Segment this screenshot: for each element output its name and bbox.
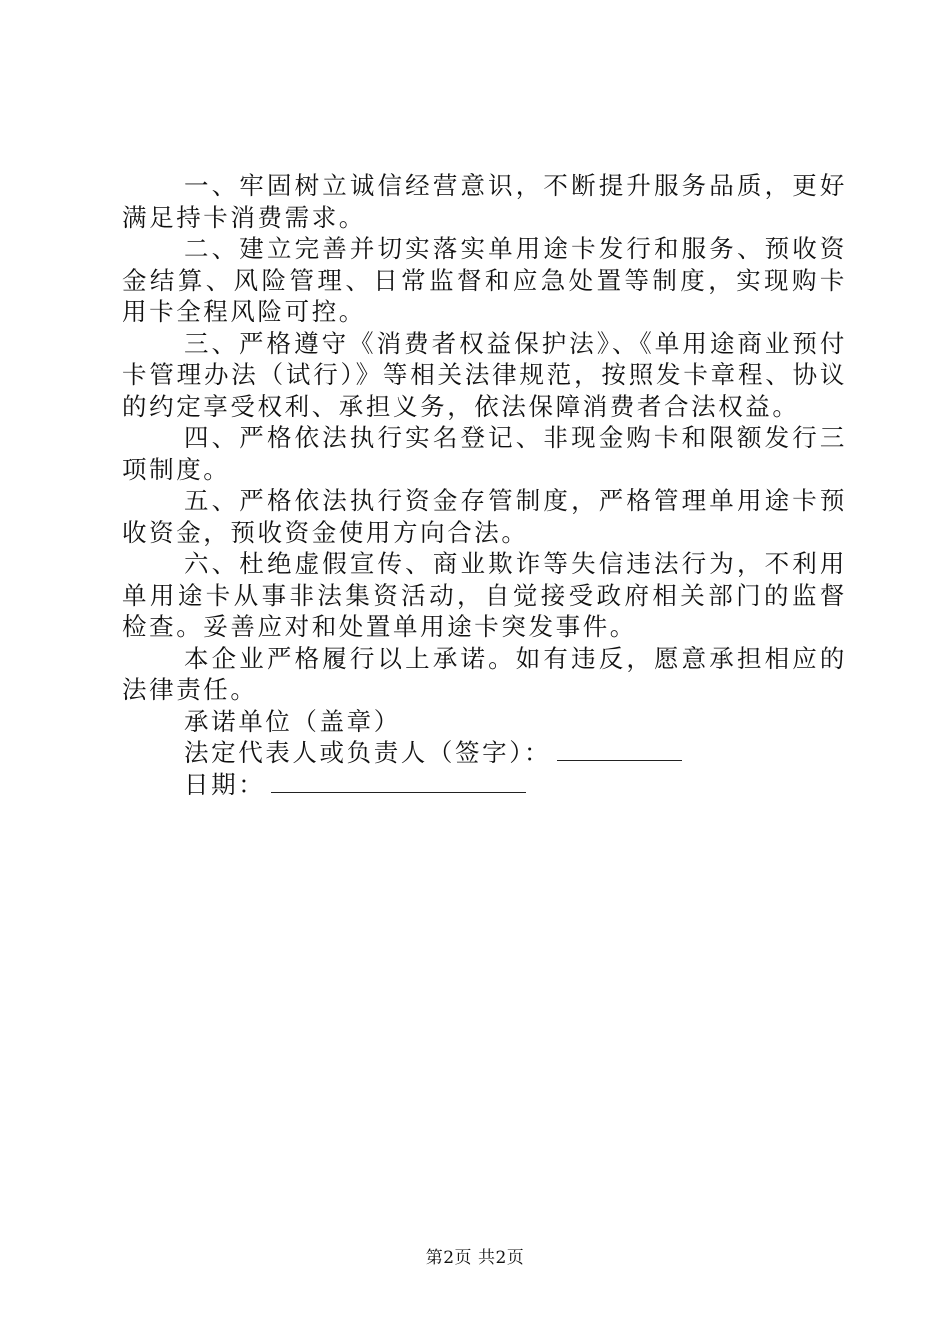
representative-signature-blank[interactable] — [557, 738, 682, 761]
document-body — [122, 170, 847, 800]
page-number-footer: 第2页 共2页 — [425, 1248, 525, 1268]
commitment-paragraph-5: 五、严格依法执行资金存管制度，严格管理单用途卡预收资金，预收资金使用方向合法。 — [122, 486, 847, 547]
commitment-paragraph-1: 一、牢固树立诚信经营意识，不断提升服务品质，更好满足持卡消费需求。 — [122, 171, 847, 232]
closing-statement: 本企业严格履行以上承诺。如有违反，愿意承担相应的法律责任。 — [122, 643, 847, 704]
commitment-paragraph-3: 三、严格遵守《消费者权益保护法》、《单用途商业预付卡管理办法（试行）》等相关法律规范，按照发卡章程、协议的约定享受权利、承担义务，依法保障消费者合法权益。 — [122, 328, 847, 421]
commitment-paragraph-2: 二、建立完善并切实落实单用途卡发行和服务、预收资金结算、风险管理、日常监督和应急处置等制度，实现购卡用卡全程风险可控。 — [122, 234, 847, 326]
representative-line — [122, 737, 847, 769]
date-label: 日期： — [184, 769, 266, 799]
signature-unit-label: 承诺单位（盖章） — [184, 706, 401, 736]
signature-unit-line — [122, 706, 847, 738]
commitment-paragraph-6: 六、杜绝虚假宣传、商业欺诈等失信违法行为，不利用单用途卡从事非法集资活动，自觉接受政府相关部门的监督检查。妥善应对和处置单用途卡突发事件。 — [122, 549, 847, 641]
date-line — [122, 769, 847, 801]
commitment-paragraph-4: 四、严格依法执行实名登记、非现金购卡和限额发行三项制度。 — [122, 423, 847, 484]
date-blank[interactable] — [271, 770, 526, 793]
representative-label: 法定代表人或负责人（签字）： — [184, 738, 552, 767]
